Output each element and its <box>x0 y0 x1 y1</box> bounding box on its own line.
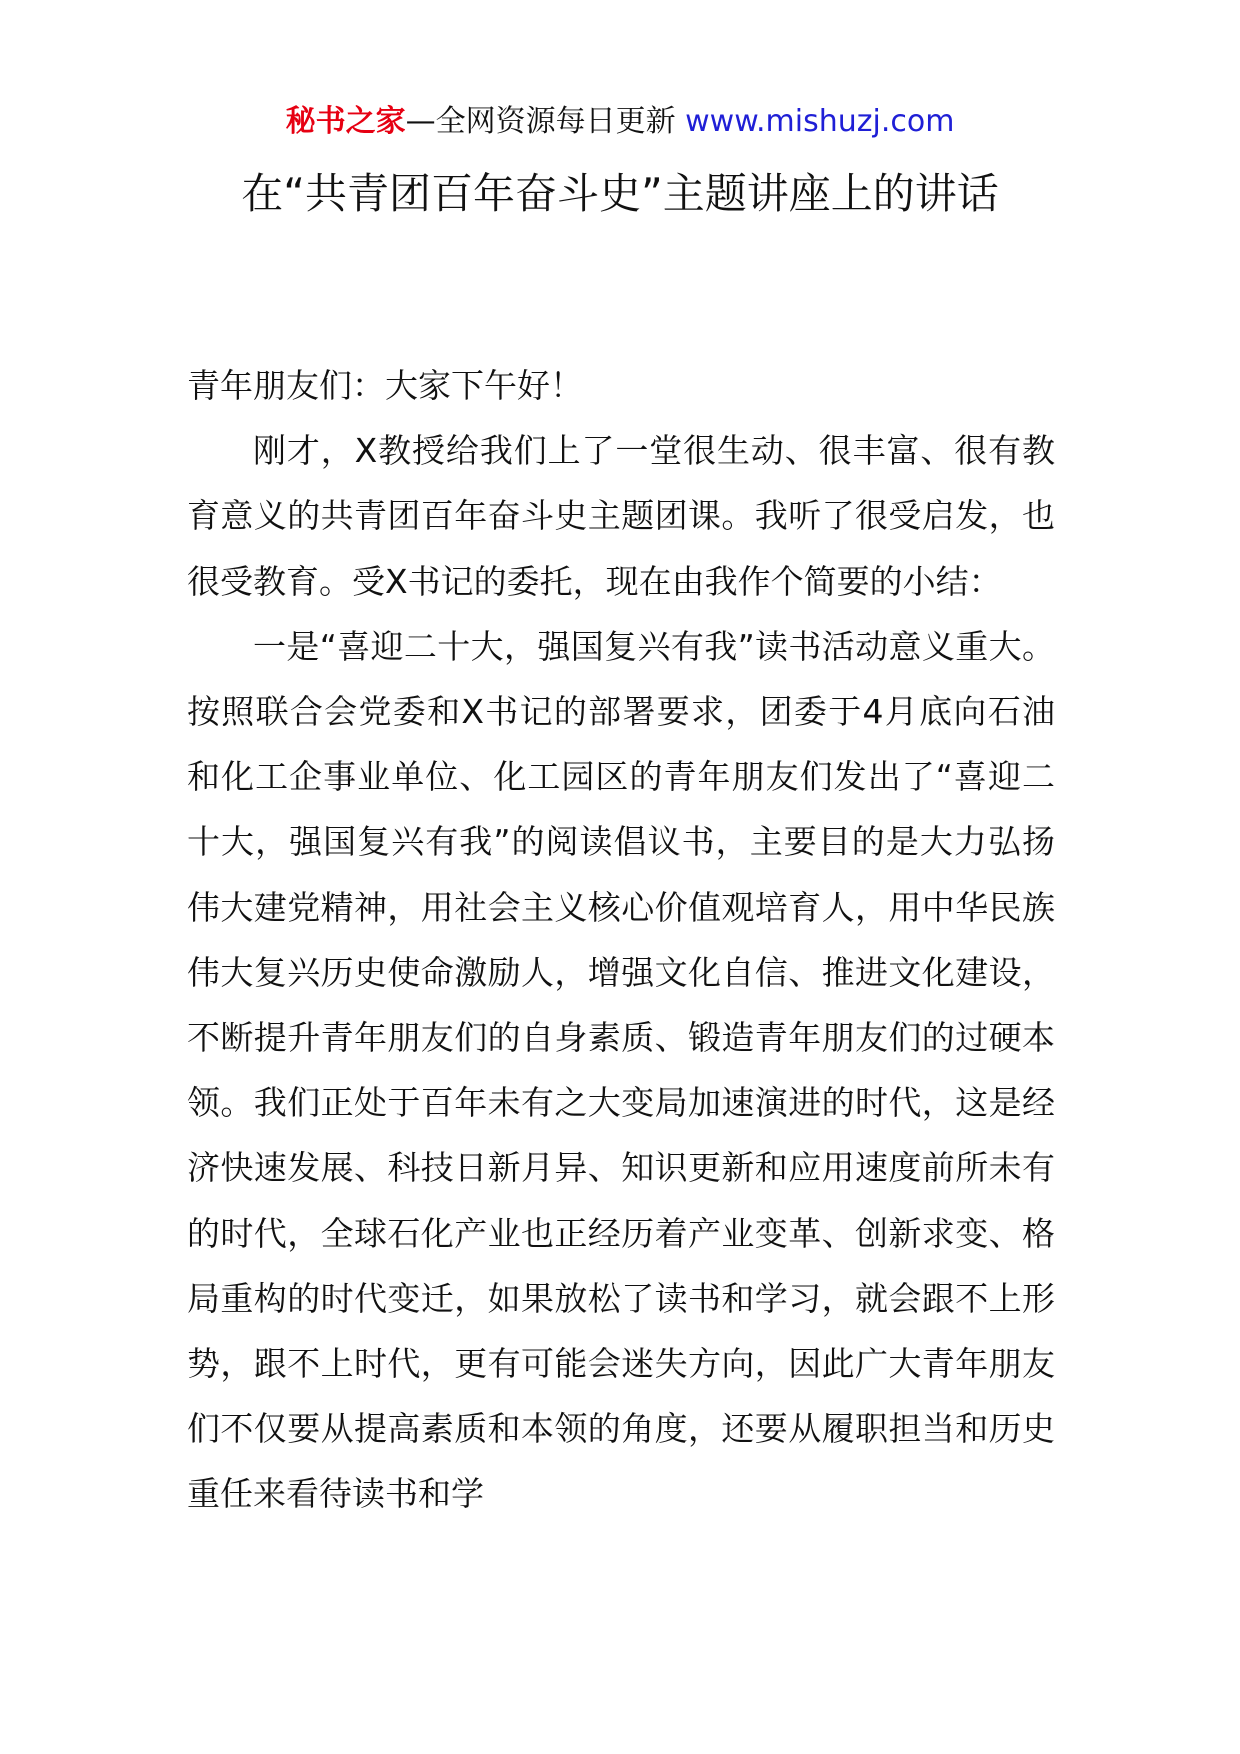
body-paragraph: 一是“喜迎二十大，强国复兴有我”读书活动意义重大。按照联合会党委和X书记的部署要求，团委于4月底向石油和化工企事业单位、化工园区的青年朋友们发出了“喜迎二十大，强国复兴有我”的阅读倡议书，主要目的是大力弘扬伟大建党精神，用社会主义核心价值观培育人，用中华民族伟大复兴历史使命激励人，增强文化自信、推进文化建设，不断提升青年朋友们的自身素质、锻造青年朋友们的过硬本领。我们正处于百年未有之大变局加速演进的时代，这是经济快速发展、科技日新月异、知识更新和应用速度前所未有的时代，全球石化产业也正经历着产业变革、创新求变、格局重构的时代变迁，如果放松了读书和学习，就会跟不上形势，跟不上时代，更有可能会迷失方向，因此广大青年朋友们不仅要从提高素质和本领的角度，还要从履职担当和历史重任来看待读书和学 <box>187 626 1055 1514</box>
site-url-link[interactable]: www.mishuzj.com <box>685 104 955 139</box>
greeting-line: 青年朋友们：大家下午好！ <box>187 366 583 405</box>
header-tagline: —全网资源每日更新 <box>405 104 686 139</box>
document-body <box>187 353 1055 1527</box>
body-paragraph: 刚才，X教授给我们上了一堂很生动、很丰富、很有教育意义的共青团百年奋斗史主题团课。我听了很受启发，也很受教育。受X书记的委托，现在由我作个简要的小结： <box>187 431 1055 601</box>
site-header <box>0 100 1240 144</box>
brand-name: 秘书之家 <box>285 104 406 139</box>
document-title: 在“共青团百年奋斗史”主题讲座上的讲话 <box>241 169 999 218</box>
